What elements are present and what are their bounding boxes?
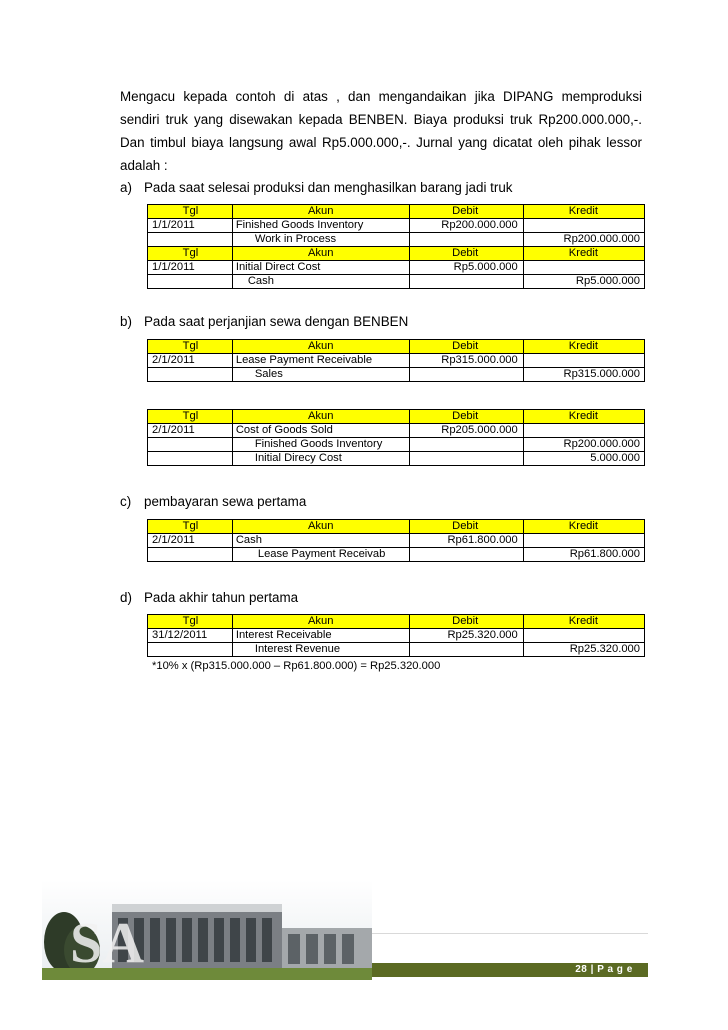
header-debit: Debit <box>409 340 523 354</box>
cell-akun: Finished Goods Inventory <box>232 219 409 233</box>
header-tgl: Tgl <box>148 520 233 534</box>
journal-header-row <box>148 340 645 354</box>
header-akun: Akun <box>232 205 409 219</box>
calculation-note: *10% x (Rp315.000.000 – Rp61.800.000) = Rp25.320.000 <box>152 660 441 672</box>
cell-debit <box>409 275 523 289</box>
cell-debit: Rp61.800.000 <box>409 534 523 548</box>
header-tgl: Tgl <box>148 205 233 219</box>
section-title: pembayaran sewa pertama <box>144 494 307 509</box>
cell-akun: Sales <box>232 368 409 382</box>
section-marker: d) <box>120 590 132 605</box>
header-debit: Debit <box>409 410 523 424</box>
journal-row <box>148 368 645 382</box>
cell-debit: Rp315.000.000 <box>409 354 523 368</box>
cell-kredit <box>523 424 644 438</box>
cell-tgl <box>148 233 233 247</box>
header-akun: Akun <box>232 520 409 534</box>
cell-akun: Interest Revenue <box>232 643 409 657</box>
cell-debit <box>409 368 523 382</box>
journal-table-b1 <box>147 339 645 382</box>
journal-row <box>148 354 645 368</box>
cell-akun: Interest Receivable <box>232 629 409 643</box>
journal-row <box>148 438 645 452</box>
cell-tgl <box>148 275 233 289</box>
header-akun: Akun <box>232 615 409 629</box>
cell-tgl <box>148 368 233 382</box>
cell-tgl <box>148 438 233 452</box>
journal-header-row <box>148 247 645 261</box>
header-akun: Akun <box>232 410 409 424</box>
header-debit: Debit <box>409 615 523 629</box>
cell-debit: Rp5.000.000 <box>409 261 523 275</box>
header-akun: Akun <box>232 247 409 261</box>
cell-debit <box>409 233 523 247</box>
journal-row <box>148 219 645 233</box>
cell-kredit: Rp315.000.000 <box>523 368 644 382</box>
section-marker: b) <box>120 314 132 329</box>
section-title: Pada saat selesai produksi dan menghasilkan barang jadi truk <box>144 180 513 195</box>
paragraph-line: Mengacu kepada contoh di atas , dan mengandaikan jika DIPANG memproduksi <box>120 89 642 104</box>
header-kredit: Kredit <box>523 340 644 354</box>
cell-akun: Lease Payment Receivab <box>232 548 409 562</box>
header-kredit: Kredit <box>523 615 644 629</box>
cell-akun: Lease Payment Receivable <box>232 354 409 368</box>
journal-table-c1 <box>147 519 645 562</box>
header-kredit: Kredit <box>523 410 644 424</box>
cell-kredit: 5.000.000 <box>523 452 644 466</box>
cell-kredit: Rp5.000.000 <box>523 275 644 289</box>
journal-header-row <box>148 520 645 534</box>
cell-debit <box>409 438 523 452</box>
footer-divider <box>372 933 648 934</box>
journal-row <box>148 424 645 438</box>
header-debit: Debit <box>409 205 523 219</box>
cell-kredit: Rp200.000.000 <box>523 233 644 247</box>
cell-tgl: 2/1/2011 <box>148 534 233 548</box>
cell-akun: Cost of Goods Sold <box>232 424 409 438</box>
section-a-heading <box>120 180 512 195</box>
journal-row <box>148 548 645 562</box>
cell-tgl: 2/1/2011 <box>148 354 233 368</box>
header-tgl: Tgl <box>148 615 233 629</box>
section-title: Pada saat perjanjian sewa dengan BENBEN <box>144 314 409 329</box>
cell-kredit: Rp25.320.000 <box>523 643 644 657</box>
journal-header-row <box>148 205 645 219</box>
page-number: 28 | P a g e <box>575 964 633 975</box>
cell-akun: Cash <box>232 275 409 289</box>
journal-row <box>148 261 645 275</box>
header-kredit: Kredit <box>523 520 644 534</box>
cell-akun: Cash <box>232 534 409 548</box>
cell-debit: Rp25.320.000 <box>409 629 523 643</box>
header-akun: Akun <box>232 340 409 354</box>
paragraph-line: sendiri truk yang disewakan kepada BENBEN. Biaya produksi truk Rp200.000.000,-. <box>120 112 642 127</box>
cell-tgl <box>148 452 233 466</box>
cell-tgl: 1/1/2011 <box>148 261 233 275</box>
journal-row <box>148 233 645 247</box>
cell-akun: Initial Direcy Cost <box>232 452 409 466</box>
journal-row <box>148 534 645 548</box>
building-photo <box>42 880 372 980</box>
cell-tgl <box>148 548 233 562</box>
header-tgl: Tgl <box>148 410 233 424</box>
cell-tgl <box>148 643 233 657</box>
intro-paragraph <box>120 85 642 177</box>
journal-table-d1 <box>147 614 645 657</box>
cell-kredit <box>523 534 644 548</box>
header-kredit: Kredit <box>523 205 644 219</box>
journal-row <box>148 643 645 657</box>
header-debit: Debit <box>409 247 523 261</box>
journal-row <box>148 452 645 466</box>
cell-debit <box>409 548 523 562</box>
journal-header-row <box>148 410 645 424</box>
cell-tgl: 1/1/2011 <box>148 219 233 233</box>
section-d-heading <box>120 590 298 605</box>
header-debit: Debit <box>409 520 523 534</box>
section-marker: c) <box>120 494 132 509</box>
cell-tgl: 31/12/2011 <box>148 629 233 643</box>
cell-akun: Work in Process <box>232 233 409 247</box>
cell-akun: Initial Direct Cost <box>232 261 409 275</box>
journal-row <box>148 275 645 289</box>
journal-row <box>148 629 645 643</box>
journal-table-b2 <box>147 409 645 466</box>
cell-debit: Rp200.000.000 <box>409 219 523 233</box>
cell-kredit: Rp61.800.000 <box>523 548 644 562</box>
cell-kredit <box>523 629 644 643</box>
header-tgl: Tgl <box>148 247 233 261</box>
paragraph-line: adalah : <box>120 158 168 173</box>
journal-header-row <box>148 615 645 629</box>
journal-table-a1 <box>147 204 645 289</box>
section-c-heading <box>120 494 306 509</box>
section-title: Pada akhir tahun pertama <box>144 590 299 605</box>
paragraph-line: Dan timbul biaya langsung awal Rp5.000.000,-. Jurnal yang dicatat oleh pihak lessor <box>120 135 642 150</box>
cell-debit <box>409 643 523 657</box>
cell-debit <box>409 452 523 466</box>
svg-text:SA: SA <box>70 910 145 975</box>
cell-kredit: Rp200.000.000 <box>523 438 644 452</box>
cell-debit: Rp205.000.000 <box>409 424 523 438</box>
section-b-heading <box>120 314 408 329</box>
header-tgl: Tgl <box>148 340 233 354</box>
section-marker: a) <box>120 180 132 195</box>
cell-kredit <box>523 219 644 233</box>
cell-kredit <box>523 354 644 368</box>
cell-kredit <box>523 261 644 275</box>
cell-tgl: 2/1/2011 <box>148 424 233 438</box>
header-kredit: Kredit <box>523 247 644 261</box>
cell-akun: Finished Goods Inventory <box>232 438 409 452</box>
